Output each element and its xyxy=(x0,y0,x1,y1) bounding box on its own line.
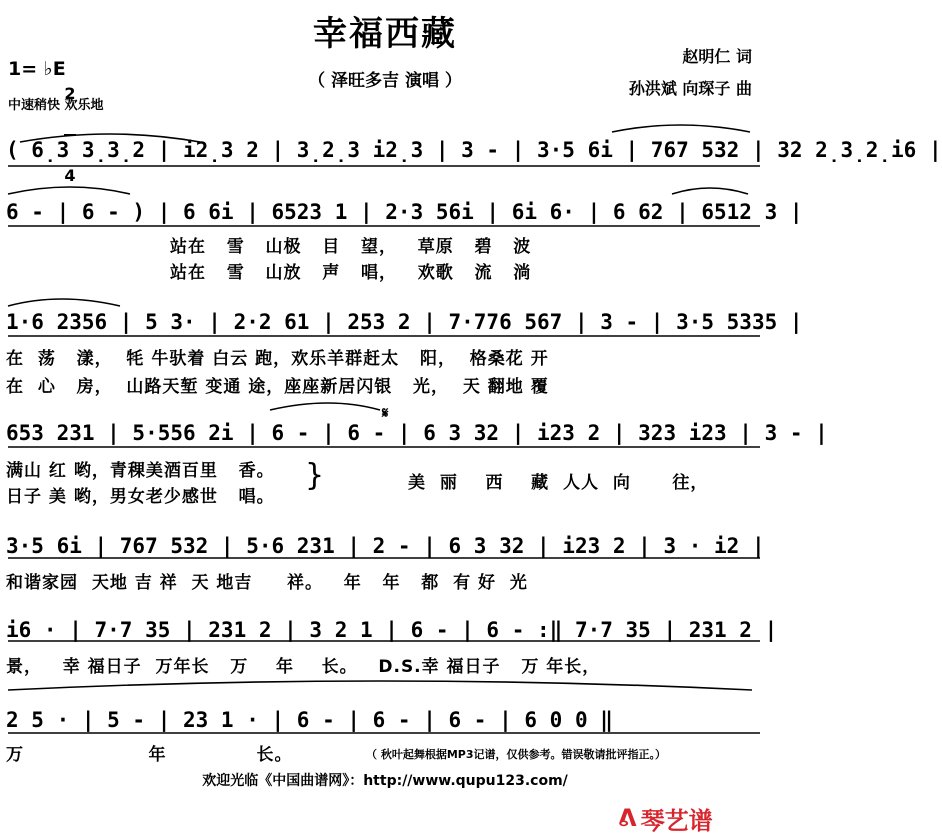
lyrics-row-7: 万 年 长。 xyxy=(6,745,293,765)
lyricist-credit: 赵明仁 词 xyxy=(682,47,752,66)
performer-subtitle: （ 泽旺多吉 演唱 ） xyxy=(308,71,462,91)
segno-mark: 𝄋 xyxy=(382,404,389,422)
score-row-3: 1·6 2356 | 5 3· | 2·2 61 | 253 2 | 7·776 567 | 3 - | 3·5 5335 | xyxy=(6,310,803,334)
score-row-7: 2 5 · | 5 - | 23 1 · | 6 - | 6 - | 6 - | 6 0 0 ‖ xyxy=(6,708,613,732)
score-row-1: ( 6̣3 3̣3̣2 | i2̣3 2 | 3̣2̣3 i2̣3 | 3 - | 3·5 6i | 767 532 | 32 2̣3̣2̣i6 | xyxy=(6,138,942,162)
lyrics-row-2-verse-1: 站在 雪 山极 目 望， 草原 碧 波 xyxy=(170,237,532,257)
composer-credit: 孙洪斌 向琛子 曲 xyxy=(628,79,752,98)
tempo-marking: 中速稍快 欢乐地 xyxy=(8,98,104,113)
verse-brace: } xyxy=(305,458,325,493)
lyrics-row-4-refrain: 美 丽 西 藏 人人 向 往， xyxy=(408,473,709,493)
transcription-note: （ 秋叶起舞根据MP3记谱，仅供参考。错误敬请批评指正。） xyxy=(366,748,666,761)
score-row-4: 653 231 | 5·556 2i | 6 - | 6 - | 6 3 32 | i23 2 | 323 i23 | 3 - | xyxy=(6,421,828,445)
lyrics-row-2-verse-2: 站在 雪 山放 声 唱， 欢歌 流 淌 xyxy=(170,263,532,283)
logo-mark-icon: ᕕ xyxy=(618,804,637,832)
key-signature: 1= ♭E xyxy=(8,58,66,80)
score-row-2: 6 - | 6 - ) | 6 6i | 6523 1 | 2·3 56i | 6i 6· | 6 62 | 6512 3 | xyxy=(6,200,803,224)
meter-top: 2 xyxy=(64,84,76,103)
site-footer: 欢迎光临《中国曲谱网》：http://www.qupu123.com/ xyxy=(202,773,568,789)
lyrics-row-3-verse-1: 在 荡 漾， 牦 牛驮着 白云 跑，欢乐羊群赶太 阳， 格桑花 开 xyxy=(6,349,549,369)
lyrics-row-6: 景， 幸 福日子 万年长 万 年 长。 D.S.幸 福日子 万 年长， xyxy=(6,657,601,677)
lyrics-row-4-verse-2: 日子 美 哟，男女老少感世 唱。 xyxy=(6,487,275,507)
page-title: 幸福西藏 xyxy=(313,14,457,54)
logo-text: 琴艺谱 xyxy=(640,806,713,835)
meter-bottom: 4 xyxy=(64,166,76,185)
lyrics-row-3-verse-2: 在 心 房， 山路天堑 变通 途，座座新居闪银 光， 天 翻地 覆 xyxy=(6,377,549,397)
lyrics-row-5: 和谐家园 天地 吉 祥 天 地吉 祥。 年 年 都 有 好 光 xyxy=(6,573,528,593)
site-logo xyxy=(618,803,758,833)
score-row-5: 3·5 6i | 767 532 | 5·6 231 | 2 - | 6 3 32 | i23 2 | 3 · i2 | xyxy=(6,534,765,558)
lyrics-row-4-verse-1: 满山 红 哟，青稞美酒百里 香。 xyxy=(6,461,275,481)
score-row-6: i6 · | 7·7 35 | 231 2 | 3 2 1 | 6 - | 6 - :‖ 7·7 35 | 231 2 | xyxy=(6,618,778,642)
